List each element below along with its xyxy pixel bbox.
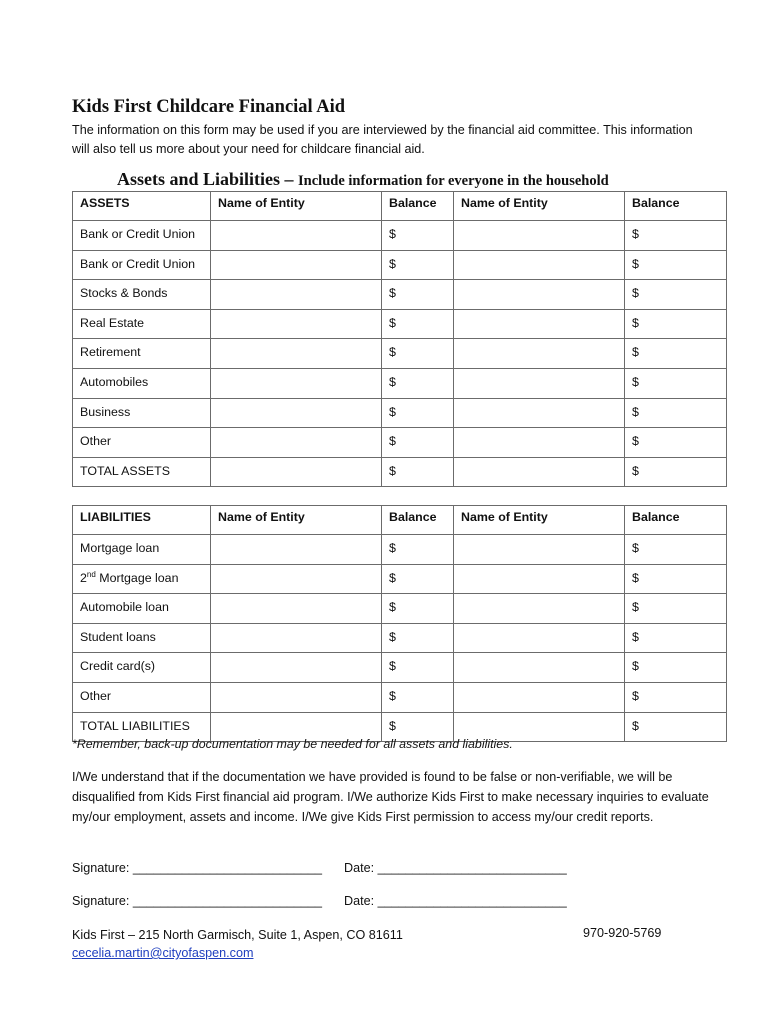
balance-field[interactable]: $ xyxy=(625,623,727,653)
balance-field[interactable]: $ xyxy=(382,564,454,594)
balance-field[interactable]: $ xyxy=(625,457,727,487)
table-row xyxy=(73,368,727,398)
entity-field[interactable] xyxy=(211,309,382,339)
entity-field[interactable] xyxy=(211,428,382,458)
balance-field[interactable]: $ xyxy=(382,221,454,251)
balance-field[interactable]: $ xyxy=(382,712,454,742)
row-label-number: 2 xyxy=(80,570,87,585)
balance-field[interactable]: $ xyxy=(382,280,454,310)
entity-field[interactable] xyxy=(211,564,382,594)
assets-header-balance-2: Balance xyxy=(625,192,727,221)
entity-field[interactable] xyxy=(454,250,625,280)
liabilities-header-row xyxy=(73,506,727,535)
entity-field[interactable] xyxy=(211,398,382,428)
signature-field[interactable]: ___________________________ xyxy=(132,894,323,908)
assets-header-category: ASSETS xyxy=(73,192,211,221)
row-label: Stocks & Bonds xyxy=(73,280,211,310)
footer-email-link[interactable]: cecelia.martin@cityofaspen.com xyxy=(72,946,254,960)
balance-field[interactable]: $ xyxy=(382,398,454,428)
entity-field[interactable] xyxy=(454,623,625,653)
table-row xyxy=(73,682,727,712)
balance-field[interactable]: $ xyxy=(625,221,727,251)
balance-field[interactable]: $ xyxy=(382,309,454,339)
entity-field[interactable] xyxy=(454,398,625,428)
row-label: TOTAL LIABILITIES xyxy=(73,712,211,742)
entity-field[interactable] xyxy=(211,339,382,369)
signature-label: Signature: xyxy=(72,861,130,875)
balance-field[interactable]: $ xyxy=(625,682,727,712)
balance-field[interactable]: $ xyxy=(382,653,454,683)
row-label-ordinal: nd xyxy=(86,569,96,579)
balance-field[interactable]: $ xyxy=(625,535,727,565)
table-row xyxy=(73,653,727,683)
entity-field[interactable] xyxy=(454,309,625,339)
entity-field[interactable] xyxy=(454,594,625,624)
table-row xyxy=(73,428,727,458)
balance-field[interactable]: $ xyxy=(625,309,727,339)
declaration-text: I/We understand that if the documentation we have provided is found to be false or non-verifiable, we will be disqualified from Kids First financial aid program. I/We authorize Kids First to make necessary inquiries to evaluate my/our employment, assets and income. I/We give Kids First permission to access my/our credit reports. xyxy=(72,770,709,824)
balance-field[interactable]: $ xyxy=(625,594,727,624)
balance-field[interactable]: $ xyxy=(625,564,727,594)
liabilities-header-balance-2: Balance xyxy=(625,506,727,535)
liabilities-header-category: LIABILITIES xyxy=(73,506,211,535)
balance-field[interactable]: $ xyxy=(625,250,727,280)
balance-field[interactable]: $ xyxy=(625,368,727,398)
entity-field[interactable] xyxy=(454,368,625,398)
entity-field[interactable] xyxy=(211,368,382,398)
row-label: Mortgage loan xyxy=(73,535,211,565)
row-label: Bank or Credit Union xyxy=(73,250,211,280)
table-row xyxy=(73,535,727,565)
row-label: TOTAL ASSETS xyxy=(73,457,211,487)
table-row xyxy=(73,398,727,428)
balance-field[interactable]: $ xyxy=(625,280,727,310)
date-label: Date: xyxy=(344,861,375,875)
footer-address: Kids First – 215 North Garmisch, Suite 1, Aspen, CO 81611 xyxy=(72,928,403,942)
balance-field[interactable]: $ xyxy=(625,712,727,742)
entity-field[interactable] xyxy=(454,428,625,458)
row-label: Automobile loan xyxy=(73,594,211,624)
section-heading-main: Assets and Liabilities – xyxy=(117,169,299,189)
assets-table xyxy=(72,191,727,487)
balance-field[interactable]: $ xyxy=(382,457,454,487)
assets-header-row xyxy=(73,192,727,221)
signature-row xyxy=(72,894,567,908)
footer-contact xyxy=(72,926,403,962)
table-row xyxy=(73,564,727,594)
liabilities-header-entity-1: Name of Entity xyxy=(211,506,382,535)
row-label: Automobiles xyxy=(73,368,211,398)
entity-field[interactable] xyxy=(454,339,625,369)
balance-field[interactable]: $ xyxy=(382,594,454,624)
entity-field[interactable] xyxy=(211,682,382,712)
table-row xyxy=(73,280,727,310)
signature-field[interactable]: ___________________________ xyxy=(132,861,323,875)
assets-header-balance-1: Balance xyxy=(382,192,454,221)
table-row xyxy=(73,339,727,369)
row-label: Retirement xyxy=(73,339,211,369)
table-row xyxy=(73,623,727,653)
row-label: Credit card(s) xyxy=(73,653,211,683)
date-group xyxy=(344,861,567,875)
liabilities-table xyxy=(72,505,727,742)
date-field[interactable]: ___________________________ xyxy=(377,861,567,875)
entity-field[interactable] xyxy=(454,535,625,565)
entity-field[interactable] xyxy=(211,250,382,280)
balance-field[interactable]: $ xyxy=(382,623,454,653)
balance-field[interactable]: $ xyxy=(382,368,454,398)
row-label: Other xyxy=(73,428,211,458)
section-heading xyxy=(117,169,609,190)
liabilities-header-entity-2: Name of Entity xyxy=(454,506,625,535)
entity-field[interactable] xyxy=(454,280,625,310)
entity-field[interactable] xyxy=(211,457,382,487)
footer-phone: 970-920-5769 xyxy=(583,926,662,940)
entity-field[interactable] xyxy=(211,653,382,683)
date-label: Date: xyxy=(344,894,375,908)
assets-header-entity-2: Name of Entity xyxy=(454,192,625,221)
signature-row xyxy=(72,861,567,875)
balance-field[interactable]: $ xyxy=(382,428,454,458)
row-label: Other xyxy=(73,682,211,712)
entity-field[interactable] xyxy=(454,457,625,487)
table-row xyxy=(73,221,727,251)
balance-field[interactable]: $ xyxy=(625,428,727,458)
entity-field[interactable] xyxy=(211,221,382,251)
entity-field[interactable] xyxy=(454,653,625,683)
row-label: Business xyxy=(73,398,211,428)
entity-field[interactable] xyxy=(211,535,382,565)
liabilities-header-balance-1: Balance xyxy=(382,506,454,535)
balance-field[interactable]: $ xyxy=(625,653,727,683)
entity-field[interactable] xyxy=(211,280,382,310)
table-row xyxy=(73,250,727,280)
table-row xyxy=(73,594,727,624)
balance-field[interactable]: $ xyxy=(382,339,454,369)
row-label xyxy=(73,564,211,594)
entity-field[interactable] xyxy=(454,682,625,712)
balance-field[interactable]: $ xyxy=(382,682,454,712)
entity-field[interactable] xyxy=(454,564,625,594)
balance-field[interactable]: $ xyxy=(625,339,727,369)
row-label: Bank or Credit Union xyxy=(73,221,211,251)
date-field[interactable]: ___________________________ xyxy=(377,894,567,908)
entity-field[interactable] xyxy=(454,221,625,251)
row-label-text: Mortgage loan xyxy=(95,570,179,585)
total-row xyxy=(73,457,727,487)
intro-text: The information on this form may be used if you are interviewed by the financial aid committee. This information will also tell us more about your need for childcare financial aid. xyxy=(72,123,693,156)
balance-field[interactable]: $ xyxy=(382,250,454,280)
row-label: Student loans xyxy=(73,623,211,653)
assets-header-entity-1: Name of Entity xyxy=(211,192,382,221)
form-title: Kids First Childcare Financial Aid xyxy=(72,97,346,117)
table-row xyxy=(73,309,727,339)
row-label: Real Estate xyxy=(73,309,211,339)
documentation-note: *Remember, back-up documentation may be needed for all assets and liabilities. xyxy=(72,737,513,751)
entity-field[interactable] xyxy=(211,594,382,624)
balance-field[interactable]: $ xyxy=(625,398,727,428)
signature-label: Signature: xyxy=(72,894,130,908)
date-group xyxy=(344,894,567,908)
balance-field[interactable]: $ xyxy=(382,535,454,565)
section-heading-sub: Include information for everyone in the household xyxy=(298,173,609,189)
entity-field[interactable] xyxy=(211,623,382,653)
